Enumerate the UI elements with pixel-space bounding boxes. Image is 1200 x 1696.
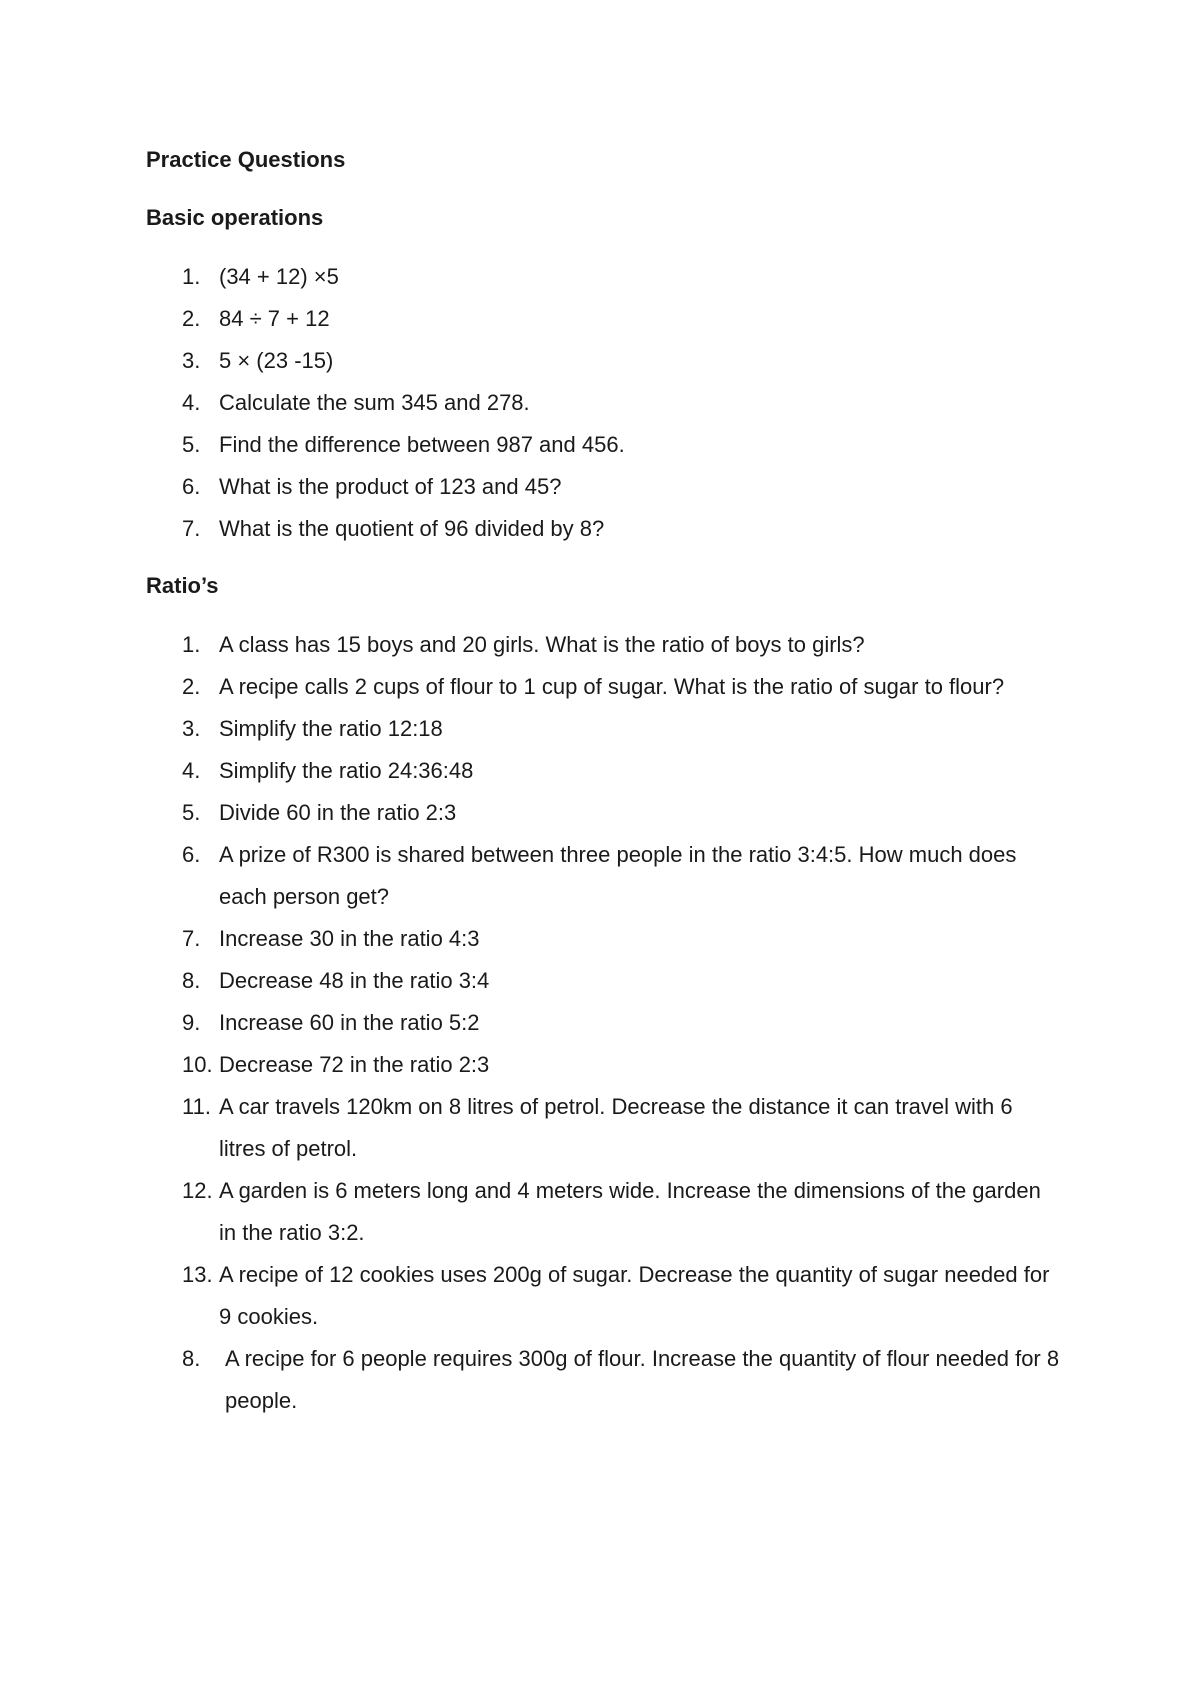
list-item: [0, 1254, 1200, 1338]
item-text: (34 + 12) ×5: [219, 264, 339, 289]
item-text: 84 ÷ 7 + 12: [219, 306, 330, 331]
item-text: A class has 15 boys and 20 girls. What is the ratio of boys to girls?: [219, 632, 865, 657]
list-item: [0, 792, 1200, 834]
list-item: [0, 960, 1200, 1002]
item-text: Simplify the ratio 24:36:48: [219, 758, 474, 783]
list-item: [0, 466, 1200, 508]
list-item: [0, 1002, 1200, 1044]
item-number: 1.: [182, 632, 201, 657]
list-item: [0, 1086, 1200, 1170]
item-text: Decrease 48 in the ratio 3:4: [219, 968, 490, 993]
item-text: A garden is 6 meters long and 4 meters wide. Increase the dimensions of the garden in the ratio 3:2.: [219, 1178, 1041, 1245]
item-text: Decrease 72 in the ratio 2:3: [219, 1052, 490, 1077]
item-number: 7.: [182, 926, 201, 951]
list-item: [0, 382, 1200, 424]
item-text: Increase 60 in the ratio 5:2: [219, 1010, 480, 1035]
item-text: A car travels 120km on 8 litres of petrol. Decrease the distance it can travel with 6 litres of petrol.: [219, 1094, 1013, 1161]
ratios-list: [0, 624, 1200, 1422]
item-text: Simplify the ratio 12:18: [219, 716, 443, 741]
list-item: [0, 1338, 1200, 1422]
page-title: Practice Questions: [146, 147, 346, 172]
item-number: 9.: [182, 1010, 201, 1035]
item-number: 12.: [182, 1178, 213, 1203]
item-number: 3.: [182, 716, 201, 741]
list-item: [0, 508, 1200, 550]
item-number: 7.: [182, 516, 201, 541]
item-text: What is the product of 123 and 45?: [219, 474, 562, 499]
item-number: 5.: [182, 800, 201, 825]
item-number: 5.: [182, 432, 201, 457]
item-text: A recipe for 6 people requires 300g of flour. Increase the quantity of flour needed for 8 people.: [225, 1346, 1060, 1413]
item-number: 6.: [182, 842, 201, 867]
item-number: 3.: [182, 348, 201, 373]
list-item: [0, 666, 1200, 708]
list-item: [0, 624, 1200, 666]
list-item: [0, 918, 1200, 960]
item-number: 13.: [182, 1262, 213, 1287]
item-number: 8.: [182, 968, 201, 993]
item-text: Divide 60 in the ratio 2:3: [219, 800, 457, 825]
item-number: 11.: [182, 1094, 211, 1119]
item-number: 6.: [182, 474, 201, 499]
item-text: Find the difference between 987 and 456.: [219, 432, 625, 457]
basic-operations-list: [0, 256, 1200, 550]
list-item: [0, 708, 1200, 750]
list-item: [0, 834, 1200, 918]
item-text: What is the quotient of 96 divided by 8?: [219, 516, 605, 541]
list-item: [0, 424, 1200, 466]
item-number: 1.: [182, 264, 201, 289]
list-item: [0, 1170, 1200, 1254]
item-number: 4.: [182, 390, 201, 415]
item-number: 8.: [182, 1346, 201, 1371]
item-text: A recipe calls 2 cups of flour to 1 cup of sugar. What is the ratio of sugar to flour?: [219, 674, 1005, 699]
list-item: [0, 298, 1200, 340]
list-item: [0, 340, 1200, 382]
item-number: 4.: [182, 758, 201, 783]
list-item: [0, 1044, 1200, 1086]
item-number: 2.: [182, 306, 201, 331]
section-heading-ratios: Ratio’s: [146, 573, 219, 598]
item-number: 2.: [182, 674, 201, 699]
item-number: 10.: [182, 1052, 213, 1077]
section-heading-basic-operations: Basic operations: [146, 205, 324, 230]
item-text: Increase 30 in the ratio 4:3: [219, 926, 480, 951]
list-item: [0, 256, 1200, 298]
item-text: A prize of R300 is shared between three people in the ratio 3:4:5. How much does each person get?: [219, 842, 1017, 909]
item-text: 5 × (23 -15): [219, 348, 334, 373]
list-item: [0, 750, 1200, 792]
item-text: A recipe of 12 cookies uses 200g of sugar. Decrease the quantity of sugar needed for 9 cookies.: [219, 1262, 1050, 1329]
item-text: Calculate the sum 345 and 278.: [219, 390, 530, 415]
